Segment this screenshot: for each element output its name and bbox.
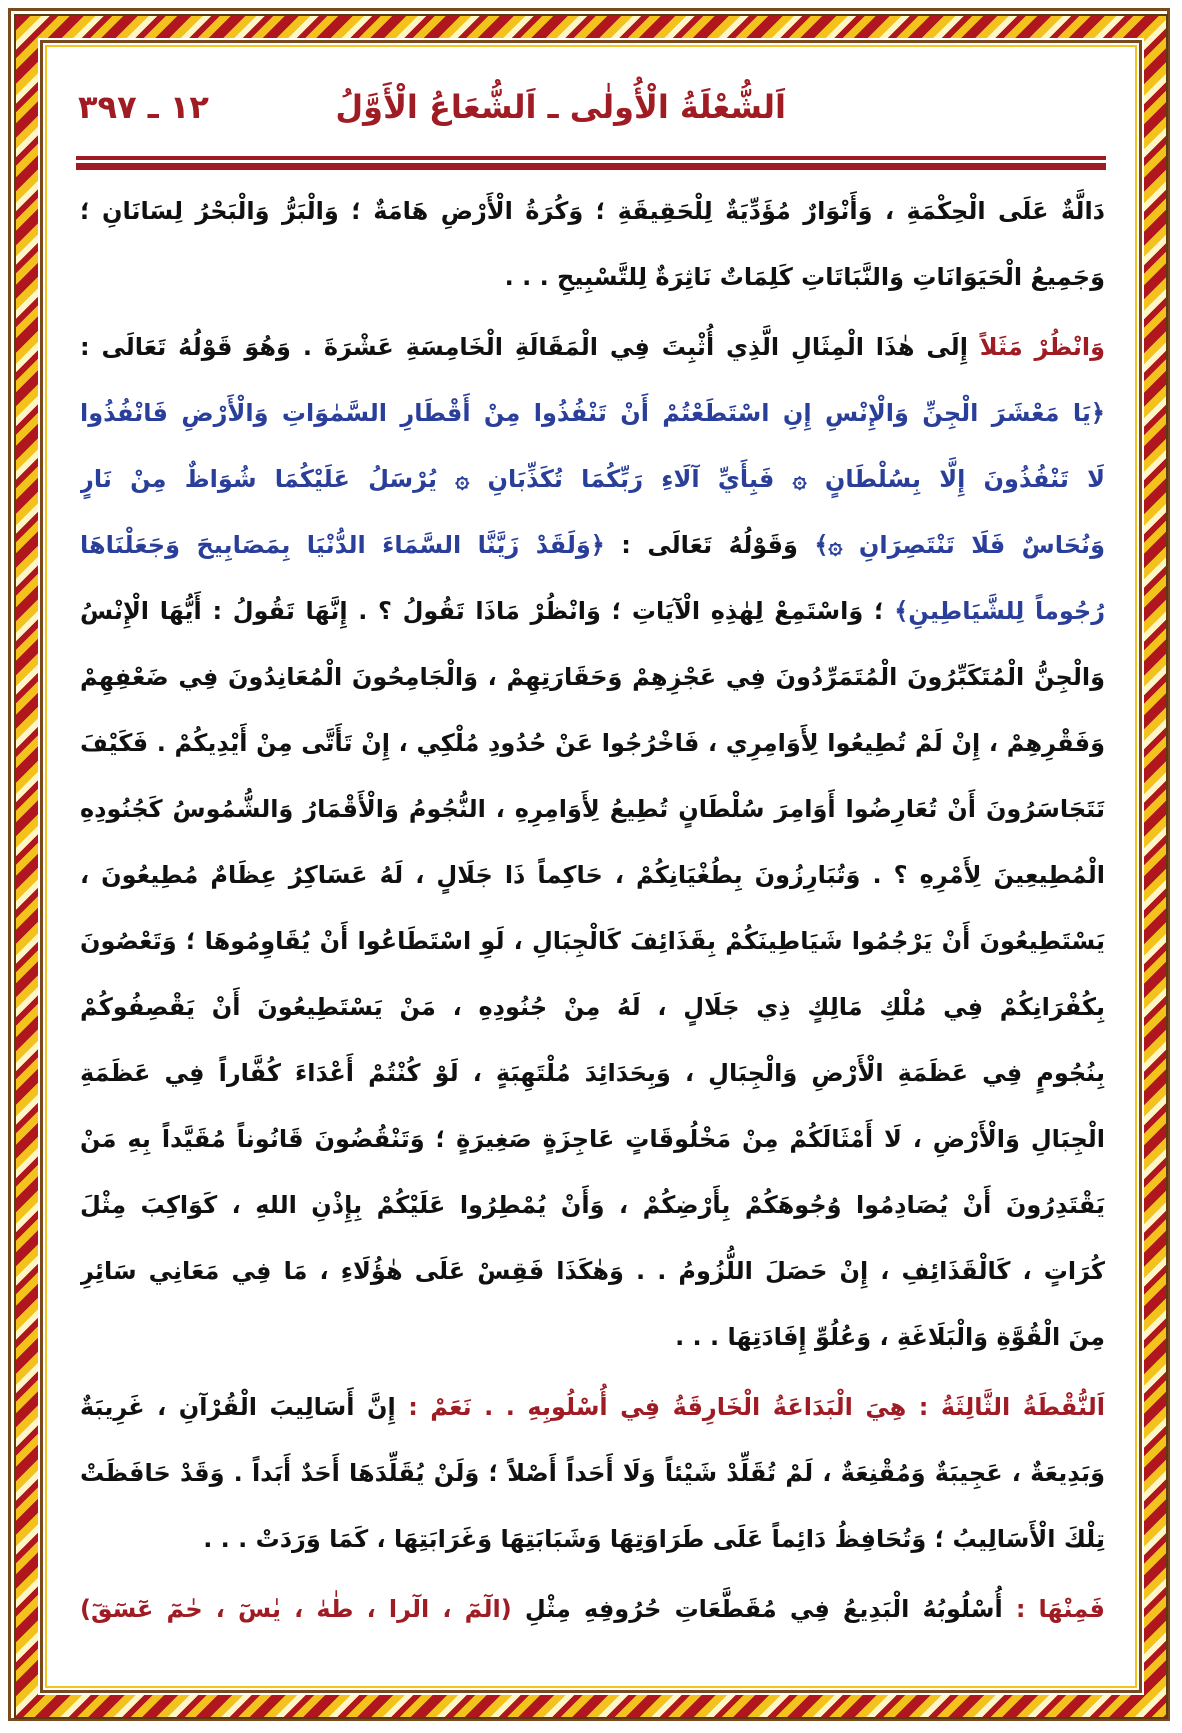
body-text: تِلْكَ الْأَسَالِيبُ ؛ وَتُحَافِظُ دَائِماً عَلَى طَرَاوَتِهَا وَشَبَابَتِهَا وَغَرَابَتِهَا ، كَمَا وَرَدَتْ . . .	[203, 1525, 1105, 1553]
body-text: بِكُفْرَانِكُمْ فِي مُلْكِ مَالِكٍ ذِي جَلَالٍ ، لَهُ مِنْ جُنُودِهِ ، مَنْ يَسْتَطِيعُونَ أَنْ يَقْصِفُوكُمْ	[80, 993, 1105, 1021]
quran-verse: وَنُحَاسٌ فَلَا تَنْتَصِرَانِ ۞﴾	[797, 531, 1105, 559]
chapter-title: اَلشُّعْلَةُ الْأُولٰى ـ اَلشُّعَاعُ الْأَوَّلُ	[335, 88, 786, 126]
body-text: وَبَدِيعَةٌ ، عَجِيبَةٌ وَمُقْنِعَةٌ ، لَمْ تُقَلِّدْ شَيْئاً وَلَا أَحَداً أَصْلاً ؛ وَلَنْ يُقَلِّدَهَا أَحَدٌ أَبَداً . وَقَدْ حَافَظَتْ	[80, 1459, 1105, 1487]
text-line	[80, 1040, 1105, 1106]
quran-verse: ﴿وَلَقَدْ زَيَّنَّا السَّمَاءَ الدُّنْيَا بِمَصَابِيحَ وَجَعَلْنَاهَا	[80, 531, 605, 559]
body-text: إِنَّ أَسَالِيبَ الْقُرْآنِ ، غَرِيبَةٌ	[80, 1393, 396, 1421]
text-line	[80, 178, 1105, 244]
body-text: وَقَوْلُهُ تَعَالَى :	[604, 531, 798, 559]
body-text: وَجَمِيعُ الْحَيَوَانَاتِ وَالنَّبَاتَاتِ كَلِمَاتٌ نَاثِرَةٌ لِلتَّسْبِيحِ . . .	[504, 263, 1105, 291]
text-line	[80, 776, 1105, 842]
body-text: تَتَجَاسَرُونَ أَنْ تُعَارِضُوا أَوَامِرَ سُلْطَانٍ تُطِيعُ لِأَوَامِرِهِ ، النُّجُومُ وَالْأَقْمَارُ وَالشُّمُوسُ كَجُنُودِهِ	[80, 795, 1105, 823]
text-line	[80, 1106, 1105, 1172]
body-text: وَالْجِنُّ الْمُتَكَبِّرُونَ الْمُتَمَرِّدُونَ فِي عَجْزِهِمْ وَحَقَارَتِهِمْ ، وَالْجَامِحُونَ الْمُعَانِدُونَ فِي ضَعْفِهِمْ	[80, 663, 1105, 691]
text-line	[80, 1304, 1105, 1370]
text-line	[80, 244, 1105, 310]
paragraph	[80, 1576, 1105, 1642]
body-text: إِلَى هٰذَا الْمِثَالِ الَّذِي أُثْبِتَ فِي الْمَقَالَةِ الْخَامِسَةِ عَشْرَةَ . وَهُوَ قَوْلُهُ تَعَالَى :	[80, 333, 968, 361]
text-line	[80, 380, 1105, 446]
text-line	[80, 974, 1105, 1040]
paragraph	[80, 178, 1105, 310]
header-rule-thick	[76, 163, 1106, 170]
text-line	[80, 842, 1105, 908]
body-text: دَالَّةٌ عَلَى الْحِكْمَةِ ، وَأَنْوَارٌ مُؤَدِّيَةٌ لِلْحَقِيقَةِ ؛ وَكُرَةُ الْأَرْضِ هَامَةٌ ؛ وَالْبَرُّ وَالْبَحْرُ لِسَانَانِ ؛	[80, 197, 1105, 225]
body-text: يَقْتَدِرُونَ أَنْ يُصَادِمُوا وُجُوهَكُمْ بِأَرْضِكُمْ ، وَأَنْ يُمْطِرُوا عَلَيْكُمْ بِإِذْنِ اللهِ ، كَوَاكِبَ مِثْلَ	[80, 1191, 1105, 1219]
text-line	[80, 1238, 1105, 1304]
page-body	[80, 178, 1105, 1642]
text-line	[80, 446, 1105, 512]
paragraph	[80, 314, 1105, 1370]
text-line	[80, 314, 1105, 380]
text-line	[80, 710, 1105, 776]
quran-verse: لَا تَنْفُذُونَ إِلَّا بِسُلْطَانٍ ۞ فَبِأَيِّ آلَاءِ رَبِّكُمَا تُكَذِّبَانِ ۞ يُرْسَلُ عَلَيْكُمَا شُوَاظٌ مِنْ نَارٍ	[80, 465, 1105, 493]
text-line	[80, 1576, 1105, 1642]
body-text: كُرَاتٍ ، كَالْقَذَائِفِ ، إِنْ حَصَلَ اللُّزُومُ . . وَهٰكَذَا فَقِسْ عَلَى هٰؤُلَاءِ ، مَا فِي مَعَانِي سَائِرِ	[80, 1257, 1105, 1285]
header-rule	[76, 156, 1106, 160]
text-line	[80, 512, 1105, 578]
text-line	[80, 1172, 1105, 1238]
quran-verse: ﴿يَا مَعْشَرَ الْجِنِّ وَالْإِنْسِ إِنِ اسْتَطَعْتُمْ أَنْ تَنْفُذُوا مِنْ أَقْطَارِ السَّمٰوَاتِ وَالْأَرْضِ فَانْفُذُوا	[80, 399, 1105, 427]
quran-verse: رُجُوماً لِلشَّيَاطِينِ﴾	[883, 597, 1105, 625]
text-line	[80, 1506, 1105, 1572]
page-number: ١٢ ـ ٣٩٧	[78, 88, 209, 126]
body-text: ؛ وَاسْتَمِعْ لِهٰذِهِ الْآيَاتِ ؛ وَانْظُرْ مَاذَا تَقُولُ ؟ . إِنَّهَا تَقُولُ : أَيُّهَا الْإِنْسُ	[80, 597, 884, 625]
highlighted-text: (الٓمٓ ، الٓرا ، طٰهٰ ، يٰسٓ ، حٰمٓ عٓسٓقٓ)	[80, 1595, 512, 1623]
text-line	[80, 578, 1105, 644]
body-text: مِنَ الْقُوَّةِ وَالْبَلَاغَةِ ، وَعُلُوِّ إِفَادَتِهَا . . .	[675, 1323, 1105, 1351]
running-header	[78, 88, 1106, 138]
body-text: بِنُجُومٍ فِي عَظَمَةِ الْأَرْضِ وَالْجِبَالِ ، وَبِحَدَائِدَ مُلْتَهِبَةٍ ، لَوْ كُنْتُمْ أَعْدَاءَ كُفَّاراً فِي عَظَمَةِ	[80, 1059, 1105, 1087]
body-text: الْمُطِيعِينَ لِأَمْرِهِ ؟ . وَتُبَارِزُونَ بِطُغْيَانِكُمْ ، حَاكِماً ذَا جَلَالٍ ، لَهُ عَسَاكِرُ عِظَامٌ مُطِيعُونَ ،	[80, 861, 1105, 889]
highlighted-text: اَلنُّقْطَةُ الثَّالِثَةُ : هِيَ الْبَدَاعَةُ الْخَارِقَةُ فِي أُسْلُوبِهِ . . نَعَمْ :	[395, 1393, 1105, 1421]
paragraph	[80, 1374, 1105, 1572]
text-line	[80, 644, 1105, 710]
body-text: وَفَقْرِهِمْ ، إِنْ لَمْ تُطِيعُوا لِأَوَامِرِي ، فَاخْرُجُوا عَنْ حُدُودِ مُلْكِي ، إِنْ تَأَتَّى مِنْ أَيْدِيكُمْ . فَكَيْفَ	[80, 729, 1105, 757]
text-line	[80, 1374, 1105, 1440]
body-text: يَسْتَطِيعُونَ أَنْ يَرْجُمُوا شَيَاطِينَكُمْ بِقَذَائِفَ كَالْجِبَالِ ، لَوِ اسْتَطَاعُوا أَنْ يُقَاوِمُوهَا ؛ وَتَعْصُونَ	[80, 927, 1105, 955]
body-text: الْجِبَالِ وَالْأَرْضِ ، لَا أَمْثَالَكُمْ مِنْ مَخْلُوقَاتٍ عَاجِزَةٍ صَغِيرَةٍ ؛ وَتَنْقُضُونَ قَانُوناً مُقَيَّداً بِهِ مَنْ	[80, 1125, 1105, 1153]
highlighted-text: وَانْظُرْ مَثَلاً	[967, 333, 1105, 361]
text-line	[80, 1440, 1105, 1506]
body-text: أُسْلُوبُهُ الْبَدِيعُ فِي مُقَطَّعَاتِ حُرُوفِهِ مِثْلِ	[511, 1595, 1003, 1623]
highlighted-text: فَمِنْهَا :	[1002, 1595, 1105, 1623]
text-line	[80, 908, 1105, 974]
